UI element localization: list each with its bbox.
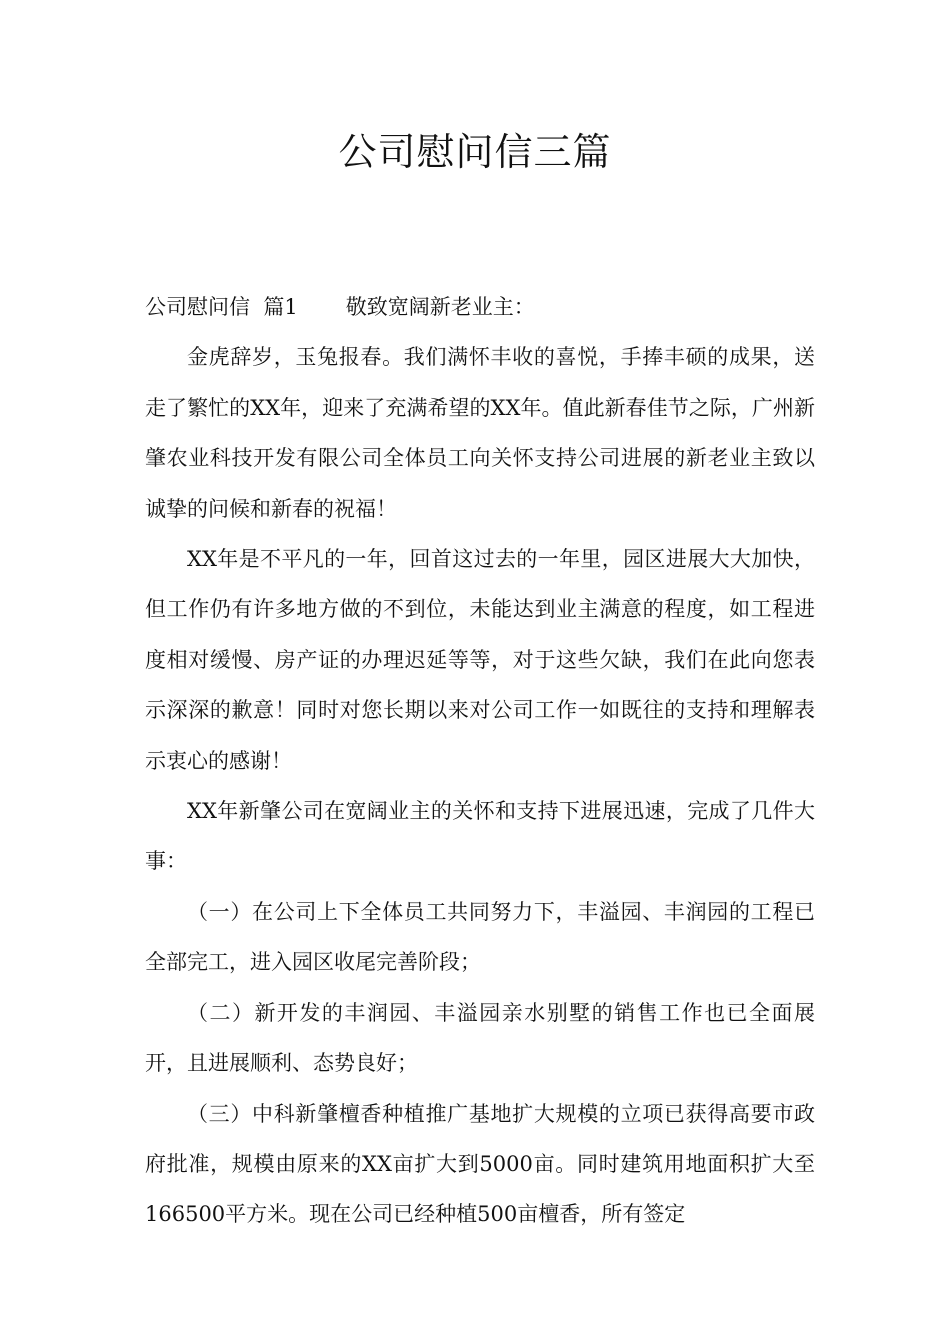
paragraph-2: XX年是不平凡的一年，回首这过去的一年里，园区进展大大加快，但工作仍有许多地方做的不到位，未能达到业主满意的程度，如工程进度相对缓慢、房产证的办理迟延等等，对于这些欠缺，我们在此向您表示深深的歉意！同时对您长期以来对公司工作一如既往的支持和理解表示衷心的感谢！: [145, 547, 815, 773]
paragraph-1: 金虎辞岁，玉兔报春。我们满怀丰收的喜悦，手捧丰硕的成果，送走了繁忙的XX年，迎来了充满希望的XX年。值此新春佳节之际，广州新肇农业科技开发有限公司全体员工向关怀支持公司进展的新老业主致以诚挚的问候和新春的祝福！: [145, 345, 815, 521]
paragraph-5: （二）新开发的丰润园、丰溢园亲水别墅的销售工作也已全面展开，且进展顺利、态势良好；: [145, 1000, 815, 1076]
document-body: [145, 282, 815, 1240]
heading-gap: [298, 282, 346, 332]
paragraph-4: （一）在公司上下全体员工共同努力下，丰溢园、丰润园的工程已全部完工，进入园区收尾完善阶段；: [145, 899, 815, 975]
letter-salutation: 敬致宽阔新老业主：: [345, 295, 535, 319]
document-title: 公司慰问信三篇: [338, 130, 612, 174]
letter-label: 公司慰问信 篇1: [145, 295, 298, 319]
letter-heading: [145, 282, 815, 332]
paragraph-3: XX年新肇公司在宽阔业主的关怀和支持下进展迅速，完成了几件大事：: [145, 799, 815, 874]
paragraph-6: （三）中科新肇檀香种植推广基地扩大规模的立项已获得高要市政府批准，规模由原来的XX亩扩大到5000亩。同时建筑用地面积扩大至166500平方米。现在公司已经种植500亩檀香，所有签定: [145, 1101, 815, 1227]
